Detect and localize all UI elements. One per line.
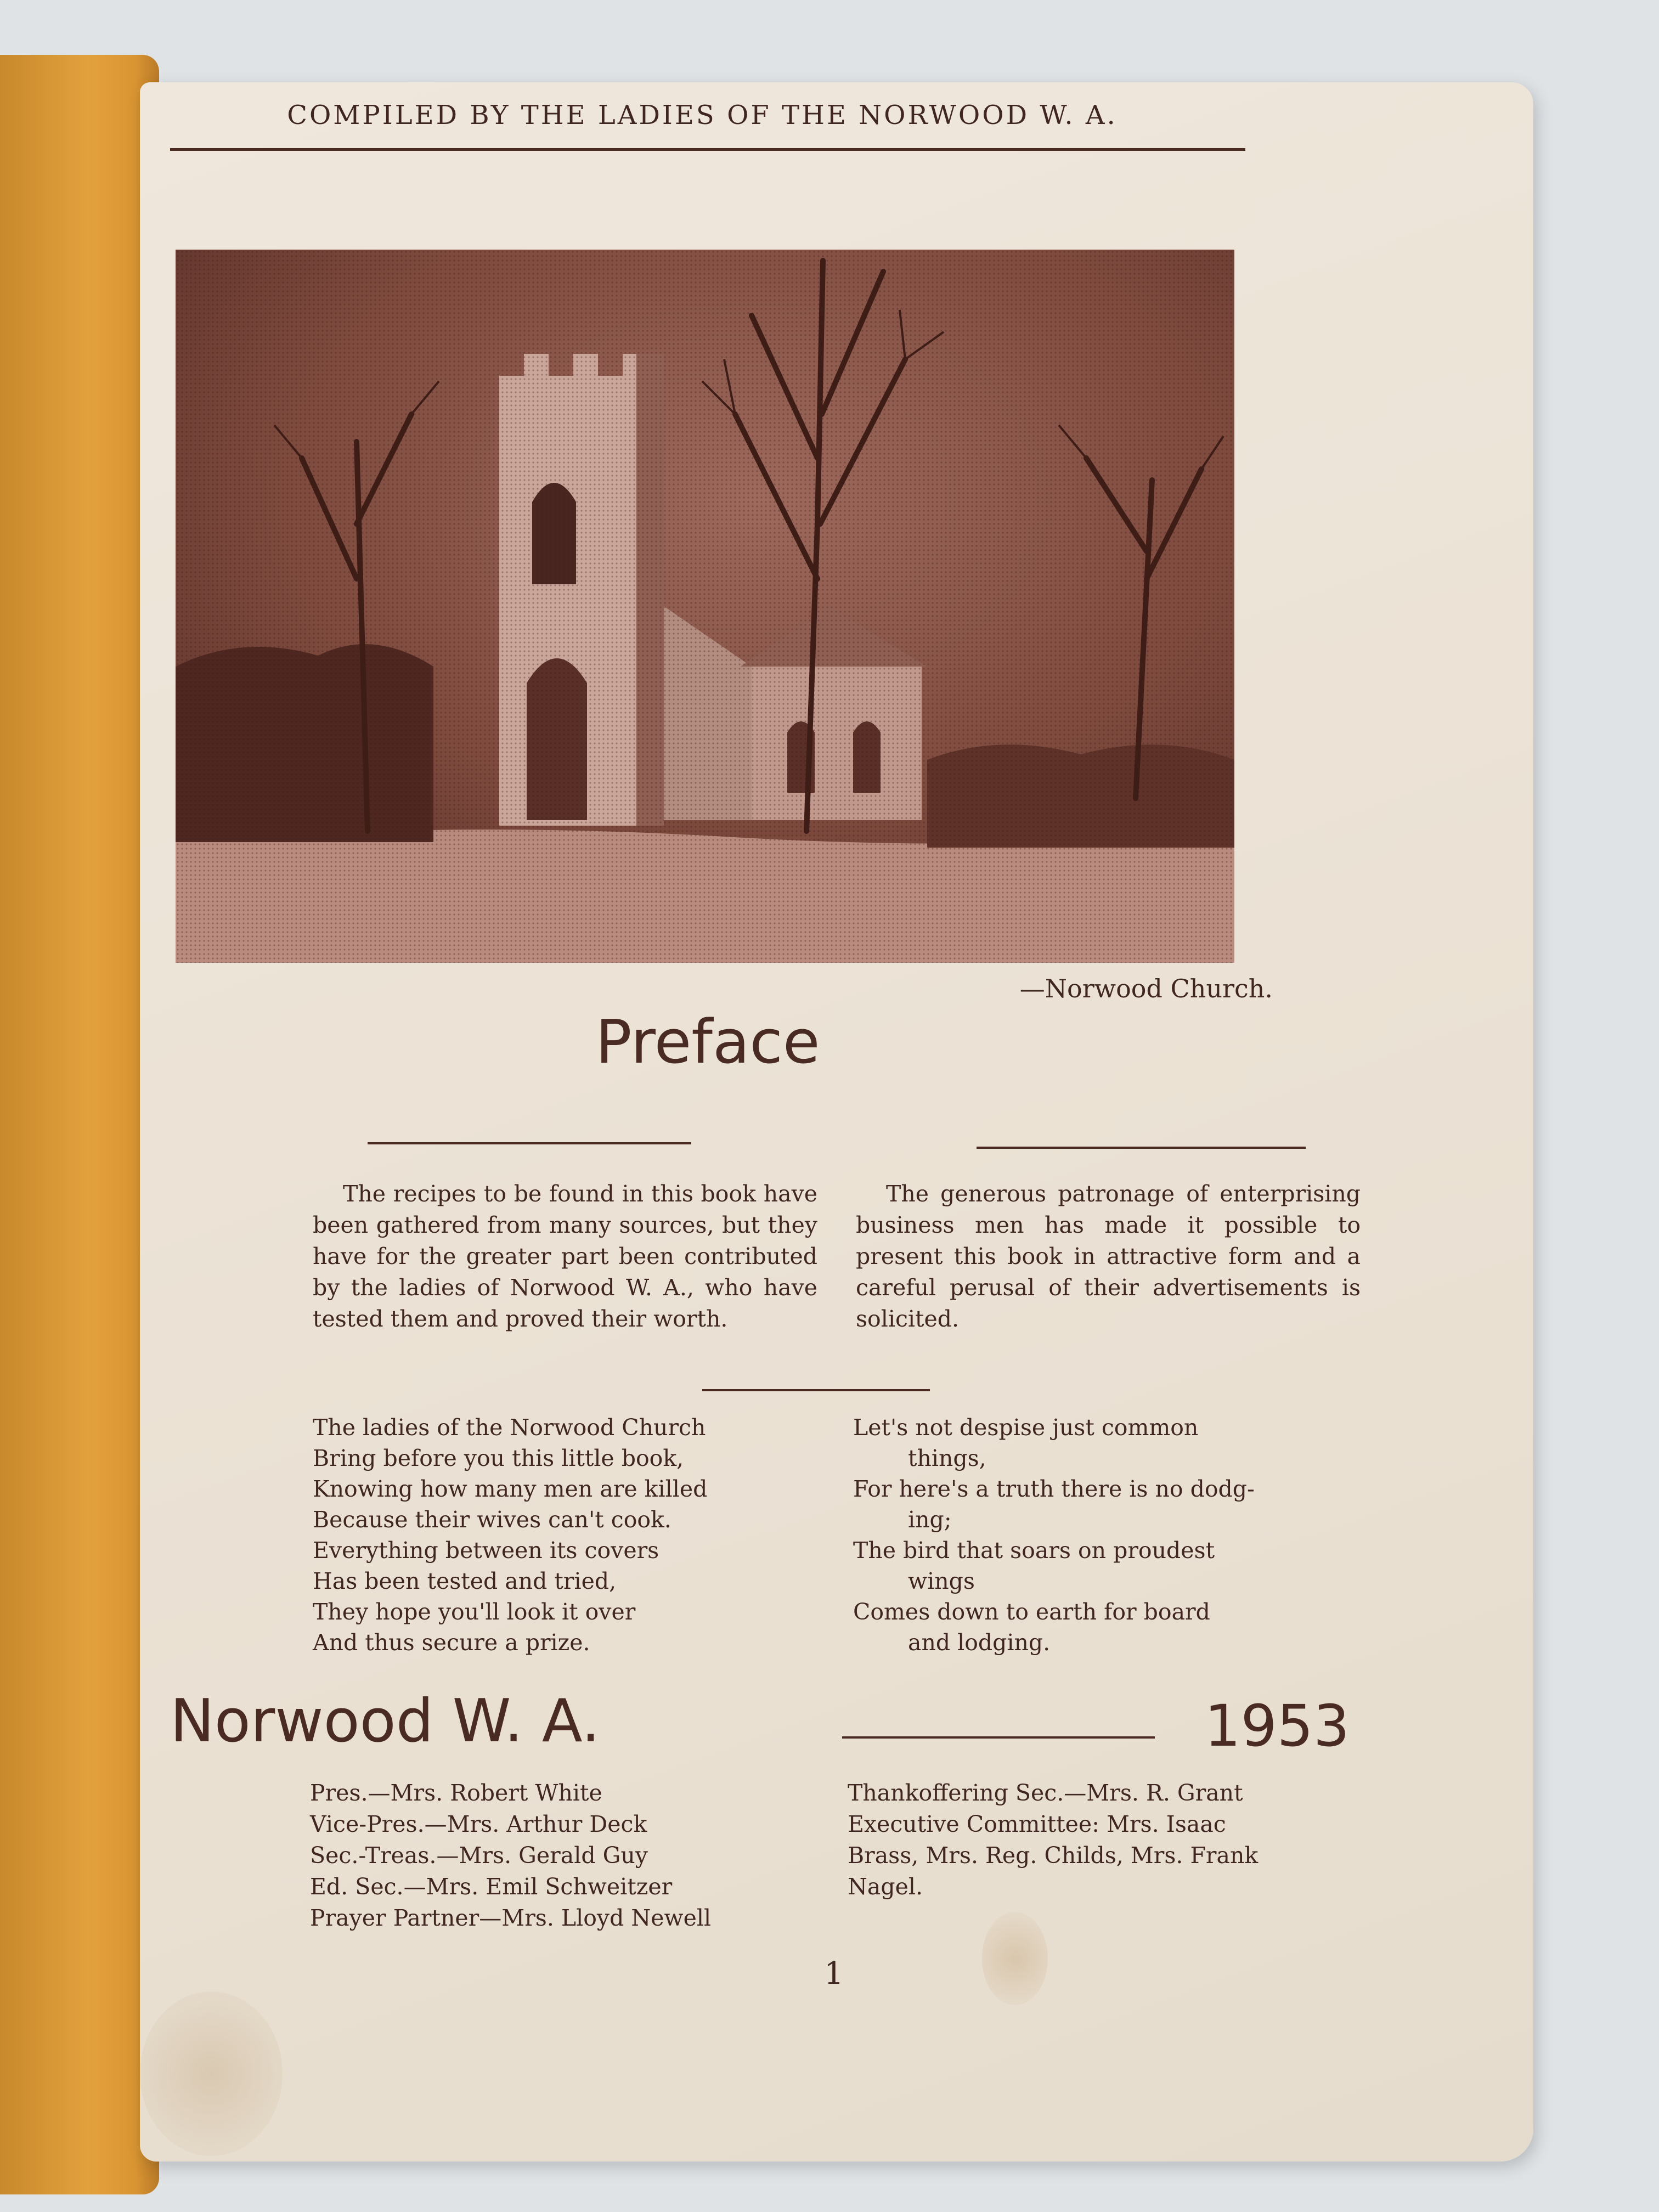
officer-line: Sec.-Treas.—Mrs. Gerald Guy — [310, 1842, 648, 1869]
officers-right — [848, 1778, 1363, 1903]
poem-line: ing; — [908, 1506, 952, 1533]
preface-paragraph-left: The recipes to be found in this book have been gathered from many sources, but they have for the greater part been contributed by the ladies of Norwood W. A., who have tested them and proved their worth. — [313, 1181, 817, 1332]
preface-rule-right — [977, 1147, 1306, 1149]
officers-left — [310, 1778, 837, 1934]
church-illustration — [176, 250, 1234, 963]
officer-line: Vice-Pres.—Mrs. Arthur Deck — [310, 1811, 647, 1837]
officer-line: Pres.—Mrs. Robert White — [310, 1780, 602, 1806]
page-number: 1 — [824, 1956, 844, 1991]
paper-stain — [140, 1991, 283, 2156]
poem-line: Knowing how many men are killed — [313, 1476, 708, 1502]
preface-title: Preface — [595, 1007, 820, 1077]
officer-line: Prayer Partner—Mrs. Lloyd Newell — [310, 1905, 712, 1931]
footer-rule — [842, 1736, 1155, 1739]
officer-line: Nagel. — [848, 1874, 923, 1900]
booklet-cover-edge — [0, 55, 159, 2194]
poem-left — [313, 1412, 828, 1658]
officer-line: Executive Committee: Mrs. Isaac — [848, 1811, 1226, 1837]
poem-line: For here's a truth there is no dodg- — [853, 1476, 1255, 1502]
page-header: COMPILED BY THE LADIES OF THE NORWOOD W. A. — [287, 100, 1118, 131]
poem-line: and lodging. — [908, 1629, 1051, 1656]
year-label: 1953 — [1204, 1692, 1350, 1759]
officer-line: Brass, Mrs. Reg. Childs, Mrs. Frank — [848, 1842, 1259, 1869]
poem-line: Because their wives can't cook. — [313, 1506, 672, 1533]
header-rule — [170, 148, 1245, 151]
preface-rule-left — [368, 1142, 691, 1144]
poem-line: Everything between its covers — [313, 1537, 659, 1564]
poem-line: Let's not despise just common — [853, 1414, 1199, 1441]
poem-line: Has been tested and tried, — [313, 1568, 617, 1594]
poem-line: And thus secure a prize. — [313, 1629, 590, 1656]
church-photo — [176, 250, 1234, 963]
poem-line: The ladies of the Norwood Church — [313, 1414, 706, 1441]
poem-line: Comes down to earth for board — [853, 1599, 1210, 1625]
section-divider — [702, 1389, 930, 1391]
poem-right — [853, 1412, 1358, 1658]
organization-title: Norwood W. A. — [170, 1687, 601, 1756]
poem-line: They hope you'll look it over — [313, 1599, 636, 1625]
preface-paragraph-right: The generous patronage of enterprising business men has made it possible to present this book in attractive form and a careful perusal of their advertisements is solicited. — [856, 1181, 1361, 1332]
paper-stain — [982, 1912, 1048, 2005]
poem-line: The bird that soars on proudest — [853, 1537, 1215, 1564]
officer-line: Ed. Sec.—Mrs. Emil Schweitzer — [310, 1874, 673, 1900]
photo-caption: —Norwood Church. — [1019, 974, 1273, 1003]
poem-line: things, — [908, 1445, 986, 1471]
officer-line: Thankoffering Sec.—Mrs. R. Grant — [848, 1780, 1243, 1806]
poem-line: wings — [908, 1568, 975, 1594]
poem-line: Bring before you this little book, — [313, 1445, 684, 1471]
